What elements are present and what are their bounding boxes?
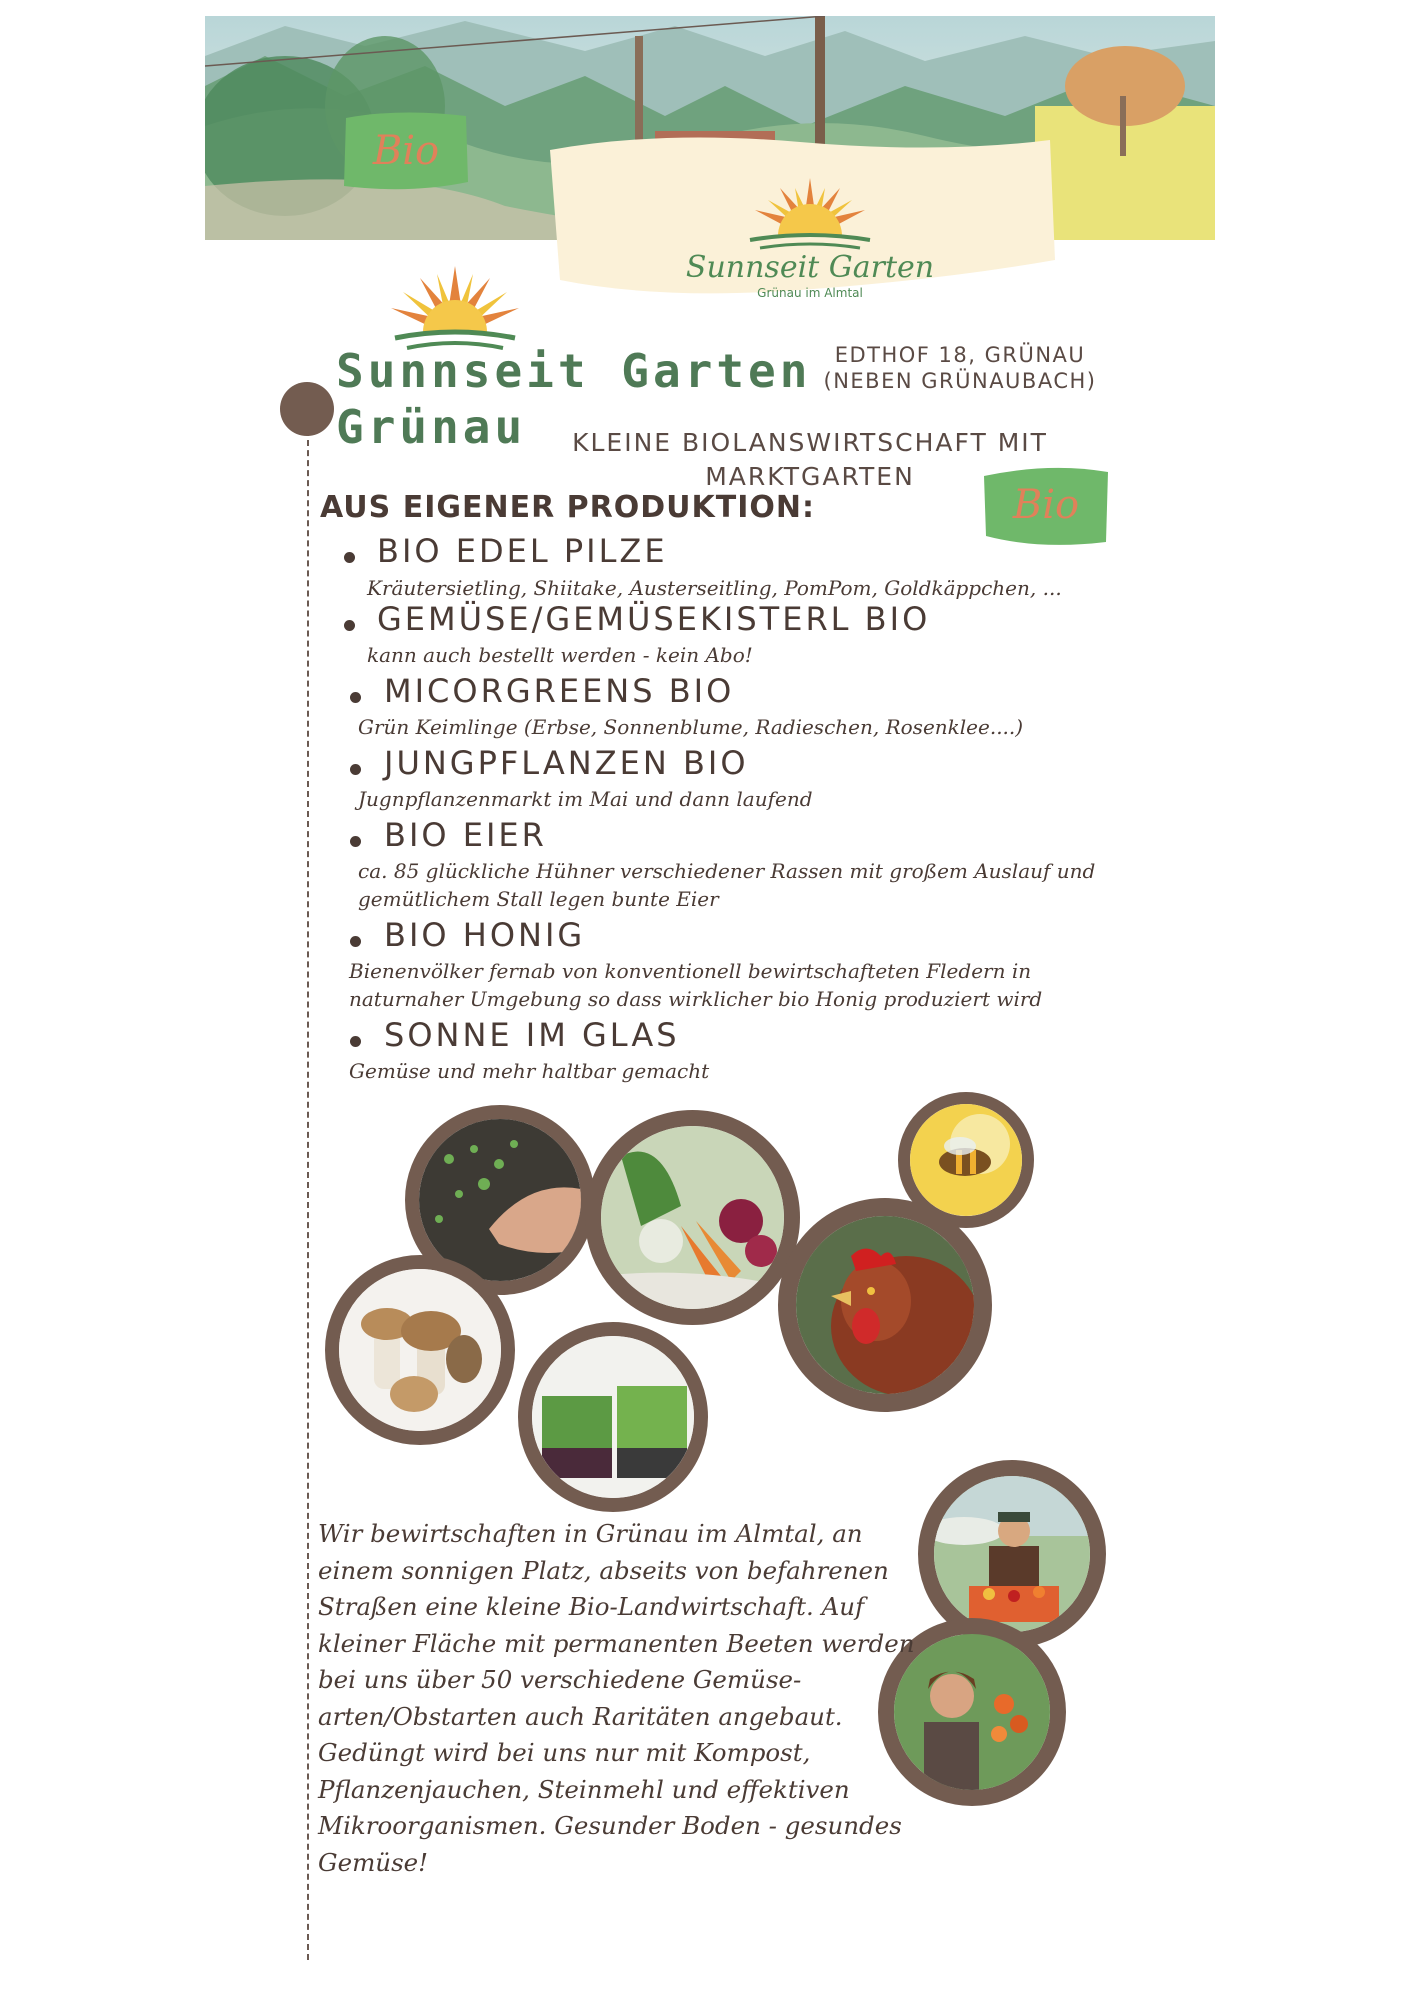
product-desc-sonne: Gemüse und mehr haltbar gemacht (349, 1059, 710, 1083)
page-title-line2: Grünau (336, 400, 527, 454)
bullet-icon (344, 620, 355, 631)
product-title-eier: BIO EIER (384, 816, 547, 854)
microgreens-photo (518, 1322, 708, 1512)
address-line1: EDTHOF 18, GRÜNAU (834, 343, 1086, 367)
about-line: bei uns über 50 verschiedene Gemüse- (318, 1665, 802, 1694)
product-desc-honig-line1: Bienenvölker fernab von konventionell bewirtschafteten Fledern in (349, 959, 1032, 983)
product-title-gemuese: GEMÜSE/GEMÜSEKISTERL BIO (377, 600, 931, 638)
product-title-sonne: SONNE IM GLAS (384, 1016, 680, 1054)
bullet-icon (344, 552, 355, 563)
sun-icon (680, 158, 940, 258)
bio-badge: Bio (980, 462, 1112, 548)
product-desc-eier-line1: ca. 85 glückliche Hühner verschiedener Rassen mit großem Auslauf und (358, 859, 1096, 883)
about-line: Wir bewirtschaften in Grünau im Almtal, an (318, 1519, 863, 1548)
about-line: arten/Obstarten auch Raritäten angebaut. (318, 1701, 843, 1731)
product-desc-microgreens: Grün Keimlinge (Erbse, Sonnenblume, Radieschen, Rosenklee....) (358, 715, 1024, 739)
about-line: kleiner Fläche mit permanenten Beeten werden (318, 1628, 915, 1658)
product-title-jungpflanzen: JUNGPFLANZEN BIO (384, 744, 749, 782)
banner-logo: Sunnseit Garten Grünau im Almtal (680, 158, 940, 308)
about-line: Gedüngt wird bei uns nur mit Kompost, (318, 1738, 811, 1767)
address (810, 342, 1110, 395)
product-desc-honig-line2: naturnaher Umgebung so dass wirklicher bio Honig produziert wird (349, 987, 1043, 1011)
subtitle-line1: KLEINE BIOLANSWIRTSCHAFT MIT (572, 428, 1048, 457)
hen-photo (778, 1198, 992, 1412)
timeline-line (307, 420, 309, 1960)
bullet-icon (350, 1036, 361, 1047)
subtitle (570, 426, 1050, 494)
product-desc-pilze: Kräutersietling, Shiitake, Austerseitling, PomPom, Goldkäppchen, ... (367, 576, 1062, 600)
farmer-man-photo (918, 1460, 1106, 1648)
product-title-honig: BIO HONIG (384, 916, 586, 954)
product-desc-eier-line2: gemütlichem Stall legen bunte Eier (358, 887, 719, 911)
bullet-icon (350, 936, 361, 947)
products-heading: AUS EIGENER PRODUKTION: (320, 490, 815, 525)
sun-icon (385, 262, 525, 354)
product-desc-gemuese: kann auch bestellt werden - kein Abo! (367, 643, 753, 667)
banner-bio-badge: Bio (340, 108, 472, 194)
about-line: Straßen eine kleine Bio-Landwirtschaft. Auf (318, 1592, 865, 1621)
timeline-dot (280, 382, 334, 436)
sun-logo (385, 262, 525, 354)
about-line: Pflanzenjauchen, Steinmehl und effektiven (318, 1774, 850, 1804)
product-desc-jungpflanzen: Jugnpflanzenmarkt im Mai und dann laufend (358, 787, 813, 811)
subtitle-line2: MARKTGARTEN (705, 461, 915, 491)
vegetables-photo (585, 1110, 800, 1325)
product-title-microgreens: MICORGREENS BIO (384, 672, 735, 710)
about-text (318, 1516, 914, 1881)
address-line2: (NEBEN GRÜNAUBACH) (823, 369, 1097, 394)
page-title-line1: Sunnseit Garten (336, 344, 812, 398)
bullet-icon (350, 764, 361, 775)
bullet-icon (350, 692, 361, 703)
mushrooms-photo (325, 1255, 515, 1445)
about-line: einem sonnigen Platz, abseits von befahrenen (318, 1555, 889, 1585)
product-title-pilze: BIO EDEL PILZE (377, 532, 668, 570)
about-line: Mikroorganismen. Gesunder Boden - gesundes (318, 1811, 902, 1840)
about-line: Gemüse! (318, 1847, 428, 1877)
bullet-icon (350, 836, 361, 847)
